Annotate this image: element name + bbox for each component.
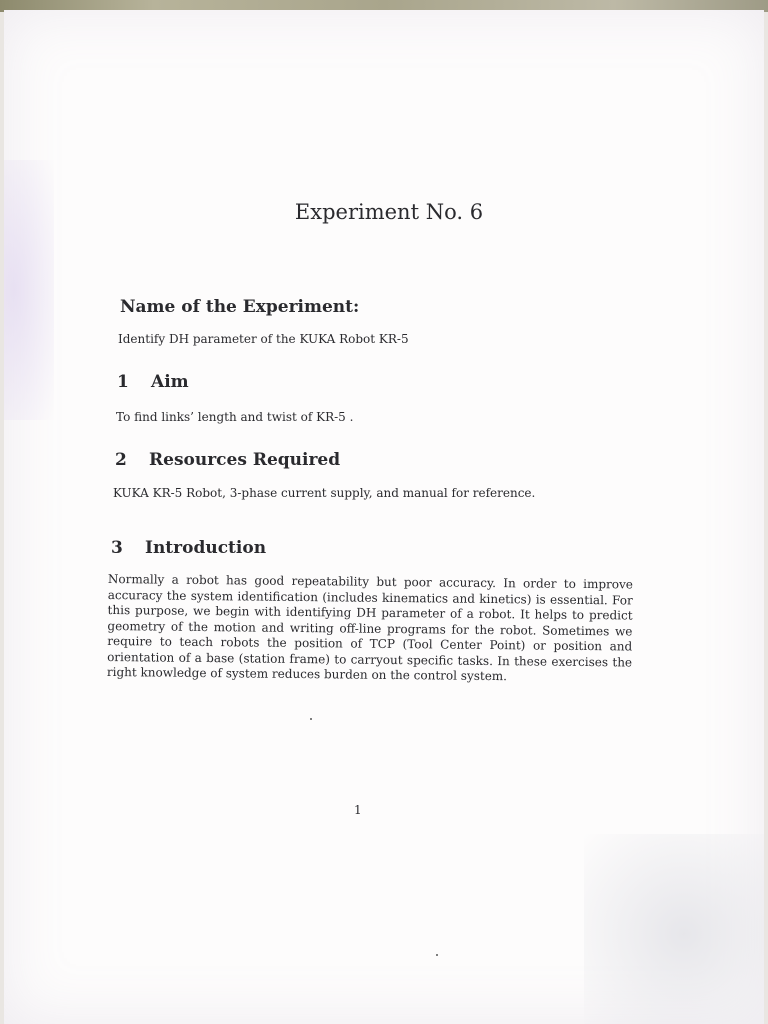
dust-speck: [310, 718, 312, 720]
light-glare: [584, 834, 764, 1024]
experiment-name-heading: Name of the Experiment:: [120, 297, 360, 317]
resources-text: KUKA KR-5 Robot, 3-phase current supply, and manual for reference.: [113, 486, 536, 500]
section-title: Resources Required: [149, 450, 341, 470]
section-heading-aim: [117, 372, 189, 392]
section-heading-introduction: [111, 538, 266, 558]
experiment-name-text: Identify DH parameter of the KUKA Robot KR-5: [118, 332, 409, 346]
introduction-paragraph: Normally a robot has good repeatability but poor accuracy. In order to improve accuracy the system identification (includes kinematics and kinetics) is essential. For this purpose, we begin with identifying DH parameter of a robot. It helps to predict geometry of the motion and writing off-line programs for the robot. Sometimes we require to teach robots the position of TCP (Tool Center Point) or position and orientation of a base (station frame) to carryout specific tasks. In these exercises the right knowledge of system reduces burden on the control system.: [106, 572, 633, 684]
section-title: Aim: [151, 372, 189, 392]
dust-speck: [436, 954, 438, 956]
section-number: 1: [117, 372, 129, 392]
section-number: 2: [115, 450, 127, 470]
document-page: [4, 10, 764, 1024]
section-title: Introduction: [145, 538, 267, 558]
aim-text: To find links’ length and twist of KR-5 .: [116, 410, 354, 424]
document-title: Experiment No. 6: [294, 200, 484, 224]
light-glare: [4, 160, 54, 420]
section-number: 3: [111, 538, 123, 558]
page-number: 1: [354, 803, 362, 817]
section-heading-resources: [115, 450, 340, 470]
